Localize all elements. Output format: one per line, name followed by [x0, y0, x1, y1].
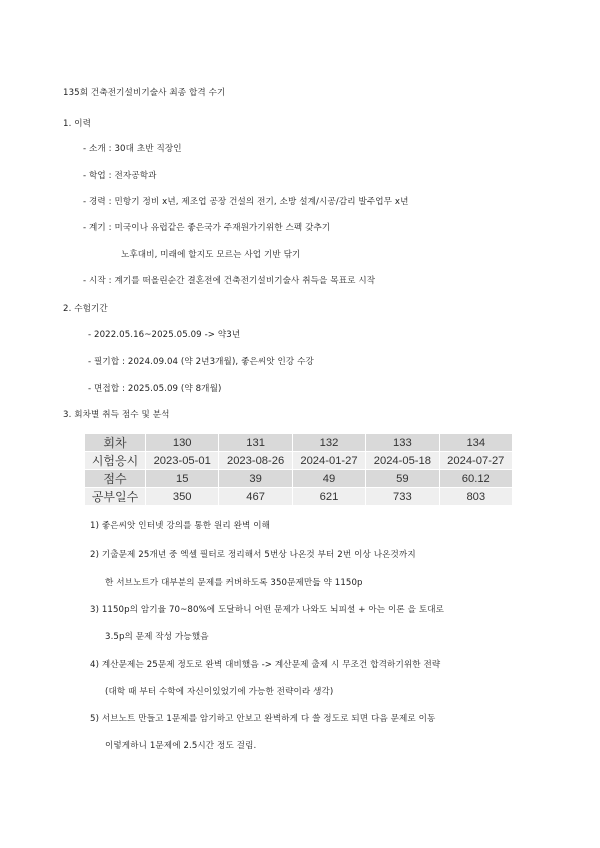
history-motive-continued: 노후대비, 미래에 할지도 모르는 사업 기반 닦기: [121, 250, 301, 260]
table-cell: 130: [146, 434, 219, 452]
table-cell: 134: [439, 434, 512, 452]
period-interview: - 면접합 : 2025.05.09 (약 8개월): [88, 384, 222, 394]
analysis-note-2-continued: 한 서브노트가 대부분의 문제를 커버하도록 350문제만듦 약 1150p: [105, 578, 363, 588]
table-cell: 2024-01-27: [292, 452, 365, 470]
history-education: - 학업 : 전자공학과: [83, 171, 157, 181]
table-row: [85, 488, 513, 506]
score-table: [85, 434, 513, 506]
table-cell: 49: [292, 470, 365, 488]
row-header: 공부일수: [85, 488, 146, 506]
period-written: - 필기합 : 2024.09.04 (약 2년3개월), 좋은씨앗 인강 수강: [88, 357, 314, 367]
row-header: 회차: [85, 434, 146, 452]
table-cell: 59: [366, 470, 439, 488]
section-heading-scores: 3. 회차별 취득 점수 및 분석: [63, 410, 170, 420]
table-row: [85, 434, 513, 452]
table-row: [85, 452, 513, 470]
table-cell: 2024-05-18: [366, 452, 439, 470]
history-intro: - 소개 : 30대 초반 직장인: [83, 144, 182, 154]
analysis-note-5: 5) 서브노트 만들고 1문제를 암기하고 안보고 완벽하게 다 쓸 정도로 되면 다음 문제로 이동: [90, 714, 436, 724]
analysis-note-4-continued: (대학 때 부터 수학에 자신이있었기에 가능한 전략이라 생각): [105, 687, 334, 697]
analysis-note-4: 4) 계산문제는 25문제 정도로 완벽 대비했음 -> 계산문제 출제 시 무조건 합격하기위한 전략: [90, 660, 441, 670]
table-cell: 60.12: [439, 470, 512, 488]
row-header: 점수: [85, 470, 146, 488]
row-header: 시험응시: [85, 452, 146, 470]
section-heading-history: 1. 이력: [63, 119, 92, 129]
table-cell: 2024-07-27: [439, 452, 512, 470]
table-cell: 621: [292, 488, 365, 506]
analysis-note-2: 2) 기출문제 25개년 중 엑셀 필터로 정리해서 5번상 나온것 부터 2번 이상 나온것까지: [90, 550, 416, 560]
table-row: [85, 470, 513, 488]
table-cell: 15: [146, 470, 219, 488]
table-cell: 467: [219, 488, 292, 506]
analysis-note-1: 1) 좋은씨앗 인터넷 강의를 통한 원리 완벽 이해: [90, 521, 271, 531]
table-cell: 132: [292, 434, 365, 452]
history-start: - 시작 : 계기를 떠올린순간 결혼전에 건축전기설비기술사 취득을 목표로 시작: [83, 276, 376, 286]
section-heading-period: 2. 수험기간: [63, 304, 108, 314]
table-cell: 350: [146, 488, 219, 506]
analysis-note-3: 3) 1150p의 암기율 70~80%에 도달하니 어떤 문제가 나와도 뇌피셜 + 아는 이론 을 토대로: [90, 605, 445, 615]
history-motive: - 계기 : 미국이나 유럽같은 좋은국가 주재원가기위한 스펙 갖추기: [83, 223, 331, 233]
table-cell: 131: [219, 434, 292, 452]
history-career: - 경력 : 민항기 정비 x년, 제조업 공장 건설의 전기, 소방 설계/시공/감리 발주업무 x년: [83, 197, 409, 207]
document-title: 135회 건축전기설비기술사 최종 합격 수기: [63, 88, 226, 98]
table-cell: 2023-08-26: [219, 452, 292, 470]
table-cell: 733: [366, 488, 439, 506]
analysis-note-5-continued: 이렇게하니 1문제에 2.5시간 정도 걸림.: [105, 741, 257, 751]
table-cell: 2023-05-01: [146, 452, 219, 470]
table-cell: 39: [219, 470, 292, 488]
period-total: - 2022.05.16~2025.05.09 -> 약3년: [88, 330, 241, 340]
table-cell: 803: [439, 488, 512, 506]
table-cell: 133: [366, 434, 439, 452]
analysis-note-3-continued: 3.5p의 문제 작성 가능했음: [105, 632, 209, 642]
